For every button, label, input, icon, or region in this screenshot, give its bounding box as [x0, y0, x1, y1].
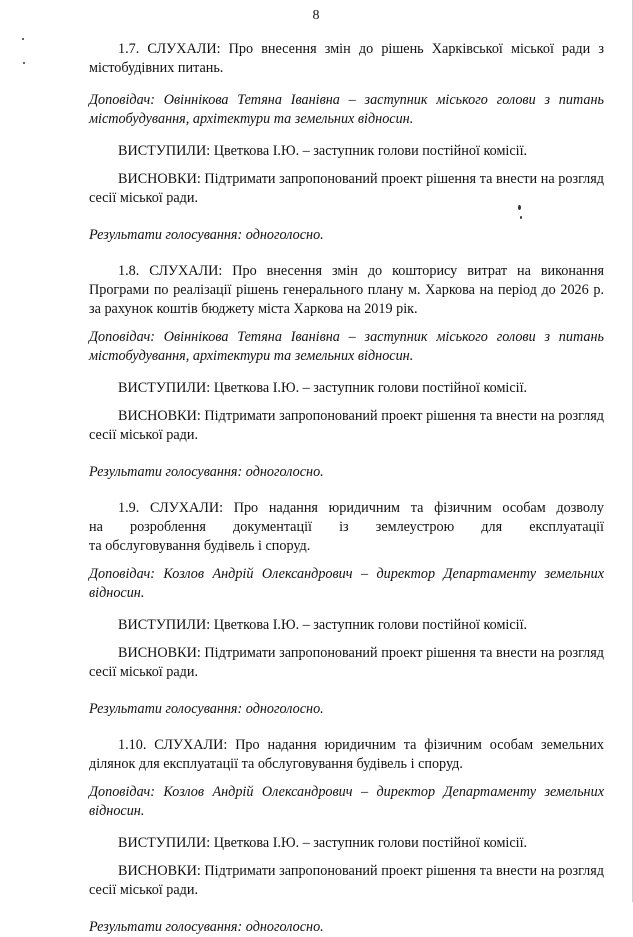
conclusions-paragraph: ВИСНОВКИ: Підтримати запропонований проект рішення та внести на розгляд сесії міської ради.: [89, 645, 604, 680]
reporter-paragraph: Доповідач: Овіннікова Тетяна Іванівна – заступник міського голови з питань містобудування, архітектури та земельних відносин.: [89, 329, 604, 364]
agenda-item-1-10: [89, 736, 604, 937]
conclusions-paragraph: ВИСНОВКИ: Підтримати запропонований проект рішення та внести на розгляд сесії міської ради.: [89, 171, 604, 206]
spoke-paragraph: ВИСТУПИЛИ: Цветкова І.Ю. – заступник голови постійної комісії.: [118, 143, 528, 159]
reporter-paragraph: Доповідач: Козлов Андрій Олександрович – директор Департаменту земельних відносин.: [89, 784, 604, 819]
reporter-paragraph: Доповідач: Овіннікова Тетяна Іванівна – заступник міського голови з питань містобудування, архітектури та земельних відносин.: [89, 92, 604, 127]
vote-result: Результати голосування: одноголосно.: [89, 227, 324, 243]
heard-line: 1.9. СЛУХАЛИ: Про надання юридичним та фізичним особам дозволу: [118, 500, 604, 516]
spoke-paragraph: ВИСТУПИЛИ: Цветкова І.Ю. – заступник голови постійної комісії.: [118, 835, 528, 851]
spoke-paragraph: ВИСТУПИЛИ: Цветкова І.Ю. – заступник голови постійної комісії.: [118, 617, 528, 633]
reporter-paragraph: Доповідач: Козлов Андрій Олександрович – директор Департаменту земельних відносин.: [89, 566, 604, 601]
heard-paragraph: 1.8. СЛУХАЛИ: Про внесення змін до кошторису витрат на виконання Програми по реалізації рішень генерального плану м. Харкова на період до 2026 р. за рахунок коштів бюджету міста Харкова на 2019 рік.: [89, 263, 604, 317]
vote-result: Результати голосування: одноголосно.: [89, 464, 324, 480]
heard-line: та обслуговування будівель і споруд.: [89, 538, 311, 554]
heard-paragraph: 1.7. СЛУХАЛИ: Про внесення змін до рішень Харківської міської ради з містобудівних питань.: [89, 41, 604, 76]
agenda-item-1-9: [89, 499, 604, 719]
agenda-item-1-8: [89, 262, 604, 482]
minutes-body: [89, 40, 604, 937]
scan-speck: [23, 62, 25, 64]
agenda-item-1-7: [89, 40, 604, 245]
heard-paragraph: [89, 499, 604, 556]
spoke-paragraph: ВИСТУПИЛИ: Цветкова І.Ю. – заступник голови постійної комісії.: [118, 380, 528, 396]
conclusions-paragraph: ВИСНОВКИ: Підтримати запропонований проект рішення та внести на розгляд сесії міської ради.: [89, 408, 604, 443]
vote-result: Результати голосування: одноголосно.: [89, 701, 324, 717]
scan-speck: [22, 38, 24, 40]
heard-paragraph: 1.10. СЛУХАЛИ: Про надання юридичним та фізичним особам земельних ділянок для експлуатації та обслуговування будівель і споруд.: [89, 737, 604, 772]
heard-line: на розроблення документації із землеустрою для експлуатації: [89, 519, 604, 535]
conclusions-paragraph: ВИСНОВКИ: Підтримати запропонований проект рішення та внести на розгляд сесії міської ради.: [89, 863, 604, 898]
vote-result: Результати голосування: одноголосно.: [89, 919, 324, 935]
page-number: 8: [312, 8, 320, 23]
